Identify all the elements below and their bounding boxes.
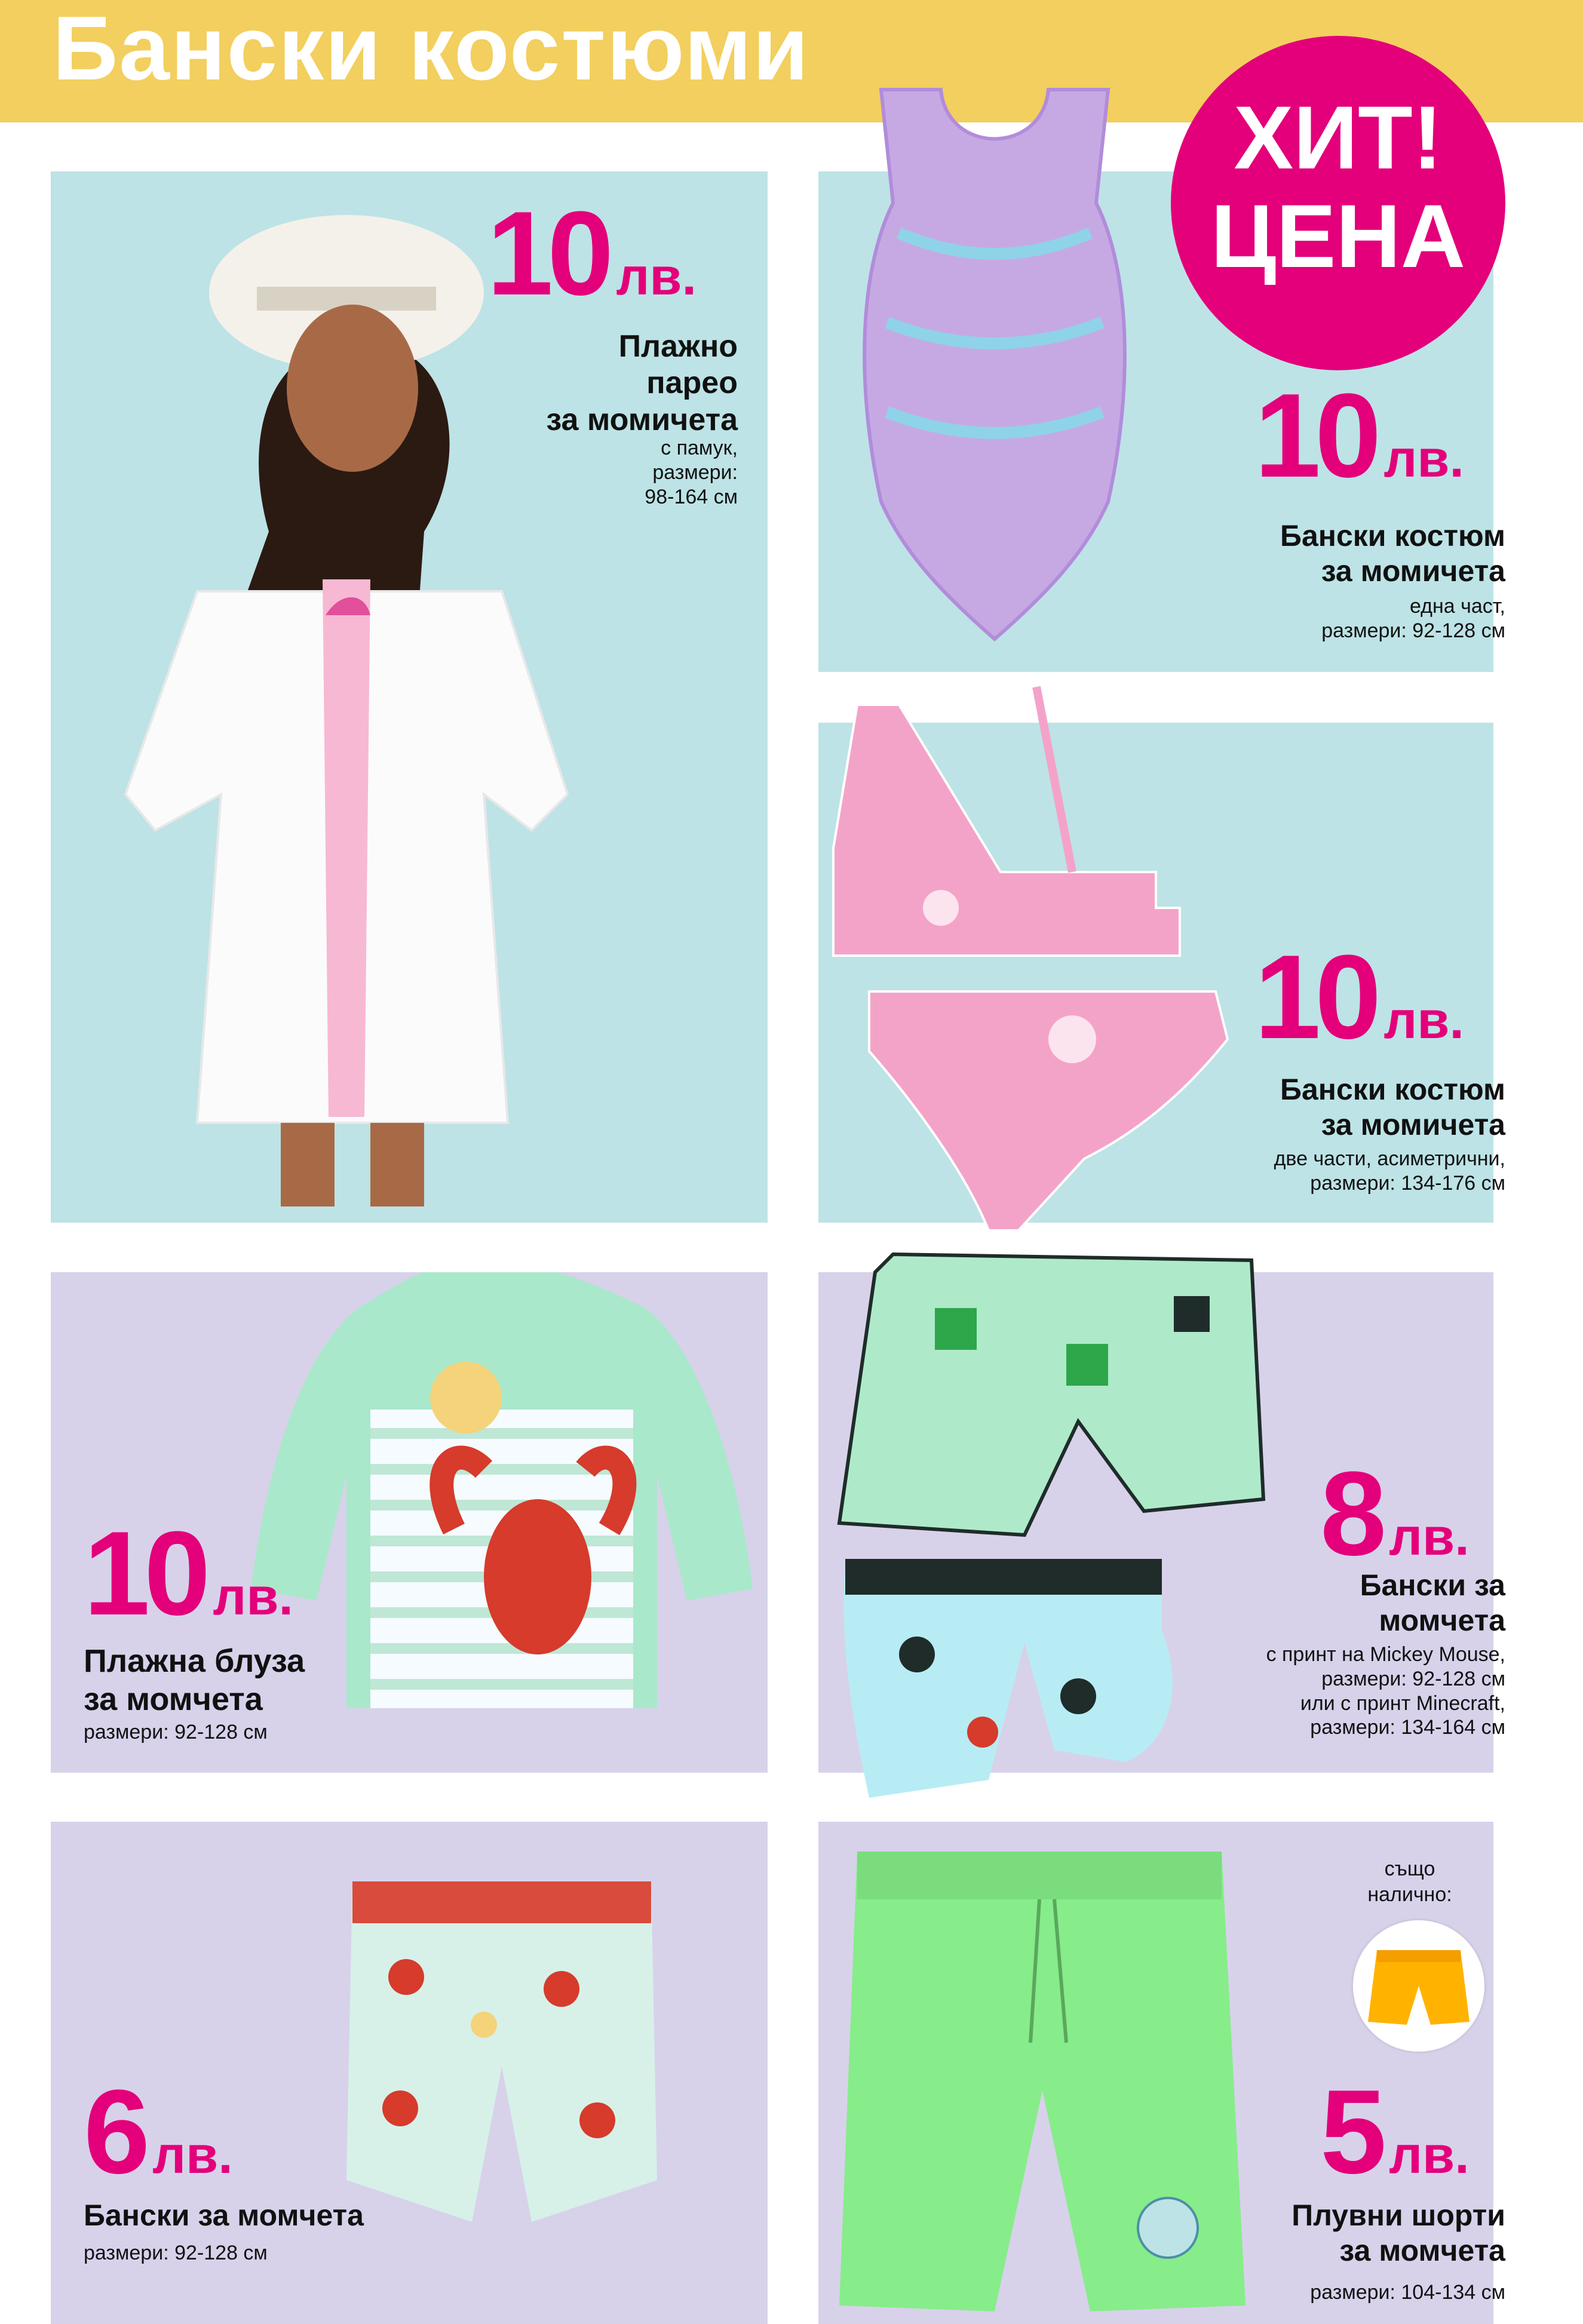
price-value: 10 — [1254, 369, 1376, 502]
details-swim-trunks-print — [1135, 1643, 1505, 1740]
hit-badge-line1: ХИТ! — [1234, 87, 1443, 188]
title-swimsuit-two-piece — [1135, 1072, 1505, 1143]
price-currency: лв. — [1383, 429, 1464, 488]
details-swimsuit-two-piece — [1135, 1147, 1505, 1196]
details-text: размери: 92-128 см — [84, 1721, 268, 1743]
details-text: размери: 92-128 см — [84, 2242, 268, 2264]
title-rash-guard — [84, 1643, 442, 1718]
yellow-shorts-icon — [1353, 1920, 1484, 2052]
details-text: две части, асиметрични, размери: 134-176 см — [1274, 1147, 1505, 1195]
title-text: Бански костюм за момичета — [1280, 519, 1505, 588]
price-value: 10 — [487, 187, 608, 320]
swim-briefs-image — [335, 1869, 669, 2228]
title-beach-poncho — [469, 329, 738, 438]
price-currency: лв. — [616, 247, 697, 306]
details-text: с принт на Mickey Mouse, размери: 92-128 см или с принт Minecraft, размери: 134-164 см — [1266, 1643, 1505, 1739]
price-value: 5 — [1320, 2065, 1381, 2199]
title-swimsuit-one-piece — [1135, 518, 1505, 589]
price-swimsuit-two-piece — [1254, 931, 1464, 1064]
title-text: Бански за момчета — [1360, 1568, 1505, 1637]
yellow-shorts-thumbnail — [1353, 1920, 1484, 2052]
details-text: размери: 104-134 см — [1310, 2281, 1505, 2304]
price-currency: лв. — [1389, 1507, 1470, 1566]
title-text: Бански костюм за момичета — [1280, 1073, 1505, 1141]
title-swim-shorts — [1135, 2198, 1505, 2268]
details-text: с памук, размери: 98-164 см — [645, 437, 738, 508]
price-swimsuit-one-piece — [1254, 369, 1464, 502]
page-title: Бански костюми — [53, 0, 810, 99]
price-rash-guard — [84, 1507, 293, 1640]
details-rash-guard — [84, 1720, 442, 1745]
details-text: една част, размери: 92-128 см — [1321, 595, 1505, 642]
title-text: Плажна блуза за момчета — [84, 1643, 305, 1717]
title-text: Плувни шорти за момчета — [1291, 2199, 1505, 2267]
title-swim-trunks-print — [1135, 1568, 1505, 1638]
price-beach-poncho — [487, 187, 697, 320]
price-swim-shorts — [1320, 2065, 1470, 2199]
details-swim-shorts — [1135, 2280, 1505, 2305]
price-currency: лв. — [213, 1567, 293, 1626]
price-value: 6 — [84, 2065, 145, 2199]
price-currency: лв. — [152, 2125, 233, 2184]
price-swim-briefs — [84, 2065, 233, 2199]
also-available-label — [1338, 1856, 1481, 1907]
price-currency: лв. — [1383, 990, 1464, 1049]
price-value: 10 — [1254, 931, 1376, 1064]
price-currency: лв. — [1389, 2125, 1470, 2184]
one-piece-swimsuit-image — [845, 84, 1144, 645]
details-swim-briefs — [84, 2241, 502, 2265]
hit-badge-line2: ЦЕНА — [1210, 186, 1466, 286]
also-available-text: също налично: — [1367, 1858, 1452, 1906]
hit-price-badge — [1171, 36, 1505, 370]
price-value: 10 — [84, 1507, 205, 1640]
details-beach-poncho — [469, 436, 738, 509]
title-text: Бански за момчета — [84, 2199, 364, 2232]
price-value: 8 — [1320, 1447, 1381, 1580]
title-text: Плажно парео за момичета — [546, 329, 738, 437]
title-swim-briefs — [84, 2198, 502, 2233]
price-swim-trunks-print — [1320, 1447, 1470, 1580]
details-swimsuit-one-piece — [1135, 594, 1505, 643]
